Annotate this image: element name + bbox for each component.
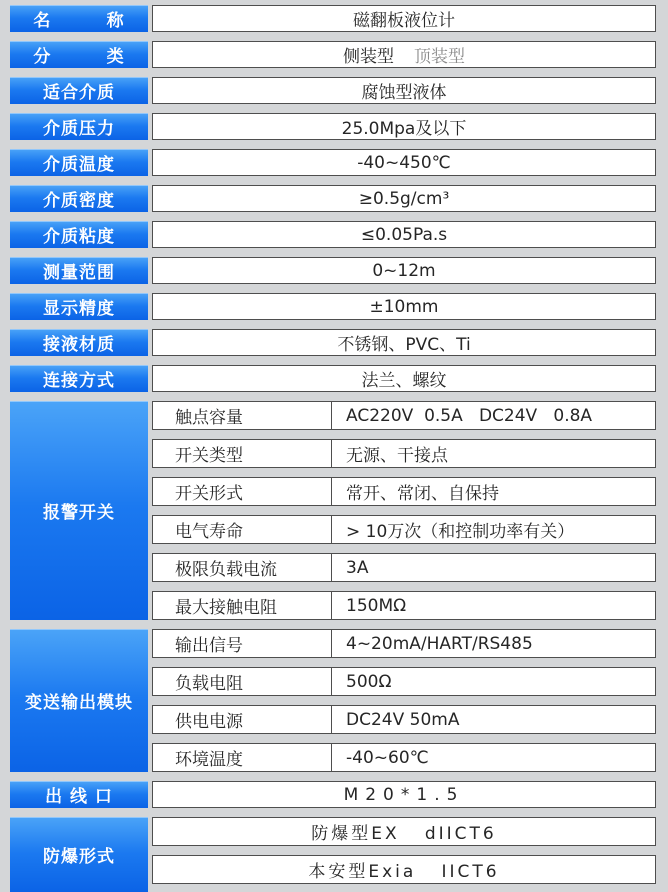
sub-value: 500Ω [331, 668, 655, 695]
row-label-wetted-material: 接液材质 [10, 329, 148, 356]
sub-key: 开关类型 [175, 446, 243, 466]
sub-key: 负载电阻 [175, 674, 243, 694]
sub-key: 最大接触电阻 [175, 598, 277, 618]
spec-row-cable-outlet [10, 781, 656, 808]
row-value-category [152, 41, 656, 68]
sub-key: 开关形式 [175, 484, 243, 504]
row-value-medium-viscosity [152, 221, 656, 248]
sub-key: 触点容量 [175, 408, 243, 428]
spec-row-measuring-range [10, 257, 656, 284]
row-value-connection-type [152, 365, 656, 392]
group-label-explosion-proof-type: 防爆形式 [10, 817, 148, 892]
row-value-text: 法兰、螺纹 [361, 371, 447, 391]
sub-row [152, 667, 656, 696]
sub-key: 输出信号 [175, 636, 243, 656]
group-alarm-switch [10, 401, 656, 620]
sub-value: 3A [331, 554, 655, 581]
row-value-suitable-medium [152, 77, 656, 104]
sub-key: 环境温度 [175, 750, 243, 770]
row-label-suitable-medium: 适合介质 [10, 77, 148, 104]
row-value-text: 磁翻板液位计 [353, 11, 455, 31]
row-value-text: 0~12m [372, 260, 436, 281]
spec-row-medium-pressure [10, 113, 656, 140]
spec-row-connection-type [10, 365, 656, 392]
row-value-secondary: 顶装型 [414, 47, 465, 67]
group-label-transmitter-output-module: 变送输出模块 [10, 629, 148, 772]
row-value-text: 25.0Mpa及以下 [341, 119, 467, 139]
sub-row [152, 743, 656, 772]
banded-row [152, 855, 656, 884]
sub-value: 无源、干接点 [331, 440, 655, 467]
sub-value: 150MΩ [331, 592, 655, 619]
row-value-text: ±10mm [369, 296, 439, 317]
row-label-medium-density: 介质密度 [10, 185, 148, 212]
group-transmitter-output-module [10, 629, 656, 772]
spec-row-medium-temperature [10, 149, 656, 176]
row-value-text: ≥0.5g/cm³ [358, 188, 450, 209]
row-label-connection-type: 连接方式 [10, 365, 148, 392]
row-label-measuring-range: 测量范围 [10, 257, 148, 284]
row-value-text: 侧装型 [343, 47, 394, 67]
sub-row [152, 629, 656, 658]
group-label-alarm-switch: 报警开关 [10, 401, 148, 620]
sub-key: 极限负载电流 [175, 560, 277, 580]
group-rows-alarm-switch [152, 401, 656, 620]
row-label-medium-temperature: 介质温度 [10, 149, 148, 176]
row-label-cable-outlet: 出 线 口 [10, 781, 148, 808]
row-value-text: 腐蚀型液体 [361, 83, 447, 103]
group-rows-transmitter-output-module [152, 629, 656, 772]
sub-row [152, 515, 656, 544]
sub-value: 常开、常闭、自保持 [331, 478, 655, 505]
row-label-name: 名 称 [10, 5, 148, 32]
row-value-display-accuracy [152, 293, 656, 320]
spec-row-medium-density [10, 185, 656, 212]
row-value-text: M20*1.5 [343, 784, 465, 805]
row-value-medium-pressure [152, 113, 656, 140]
spec-row-name [10, 5, 656, 32]
sub-value: > 10万次（和控制功率有关） [331, 516, 655, 543]
sub-row [152, 401, 656, 430]
row-value-measuring-range [152, 257, 656, 284]
sub-row [152, 553, 656, 582]
row-label-display-accuracy: 显示精度 [10, 293, 148, 320]
sub-key: 电气寿命 [175, 522, 243, 542]
row-value-text: 不锈钢、PVC、Ti [337, 335, 471, 355]
row-value-medium-temperature [152, 149, 656, 176]
sub-value: AC220V 0.5A DC24V 0.8A [331, 402, 655, 429]
group-rows-explosion-proof-type [152, 817, 656, 884]
row-value-name [152, 5, 656, 32]
row-value-text: -40~450℃ [357, 152, 451, 173]
sub-row [152, 477, 656, 506]
spec-row-display-accuracy [10, 293, 656, 320]
sub-row [152, 591, 656, 620]
spec-row-medium-viscosity [10, 221, 656, 248]
banded-row [152, 817, 656, 846]
sub-key: 供电电源 [175, 712, 243, 732]
row-label-medium-viscosity: 介质粘度 [10, 221, 148, 248]
sub-row [152, 705, 656, 734]
sub-row [152, 439, 656, 468]
sub-value: DC24V 50mA [331, 706, 655, 733]
spec-row-category [10, 41, 656, 68]
row-label-category: 分 类 [10, 41, 148, 68]
sub-value: -40~60℃ [331, 744, 655, 771]
row-value-wetted-material [152, 329, 656, 356]
sub-value: 4~20mA/HART/RS485 [331, 630, 655, 657]
banded-row-text: 防爆型EX dIICT6 [311, 824, 497, 844]
banded-row-text: 本安型Exia IICT6 [308, 862, 500, 882]
row-label-medium-pressure: 介质压力 [10, 113, 148, 140]
spec-row-wetted-material [10, 329, 656, 356]
row-value-medium-density [152, 185, 656, 212]
row-value-text: ≤0.05Pa.s [360, 224, 448, 245]
group-explosion-proof-type [10, 817, 656, 884]
spec-row-suitable-medium [10, 77, 656, 104]
row-value-cable-outlet [152, 781, 656, 808]
